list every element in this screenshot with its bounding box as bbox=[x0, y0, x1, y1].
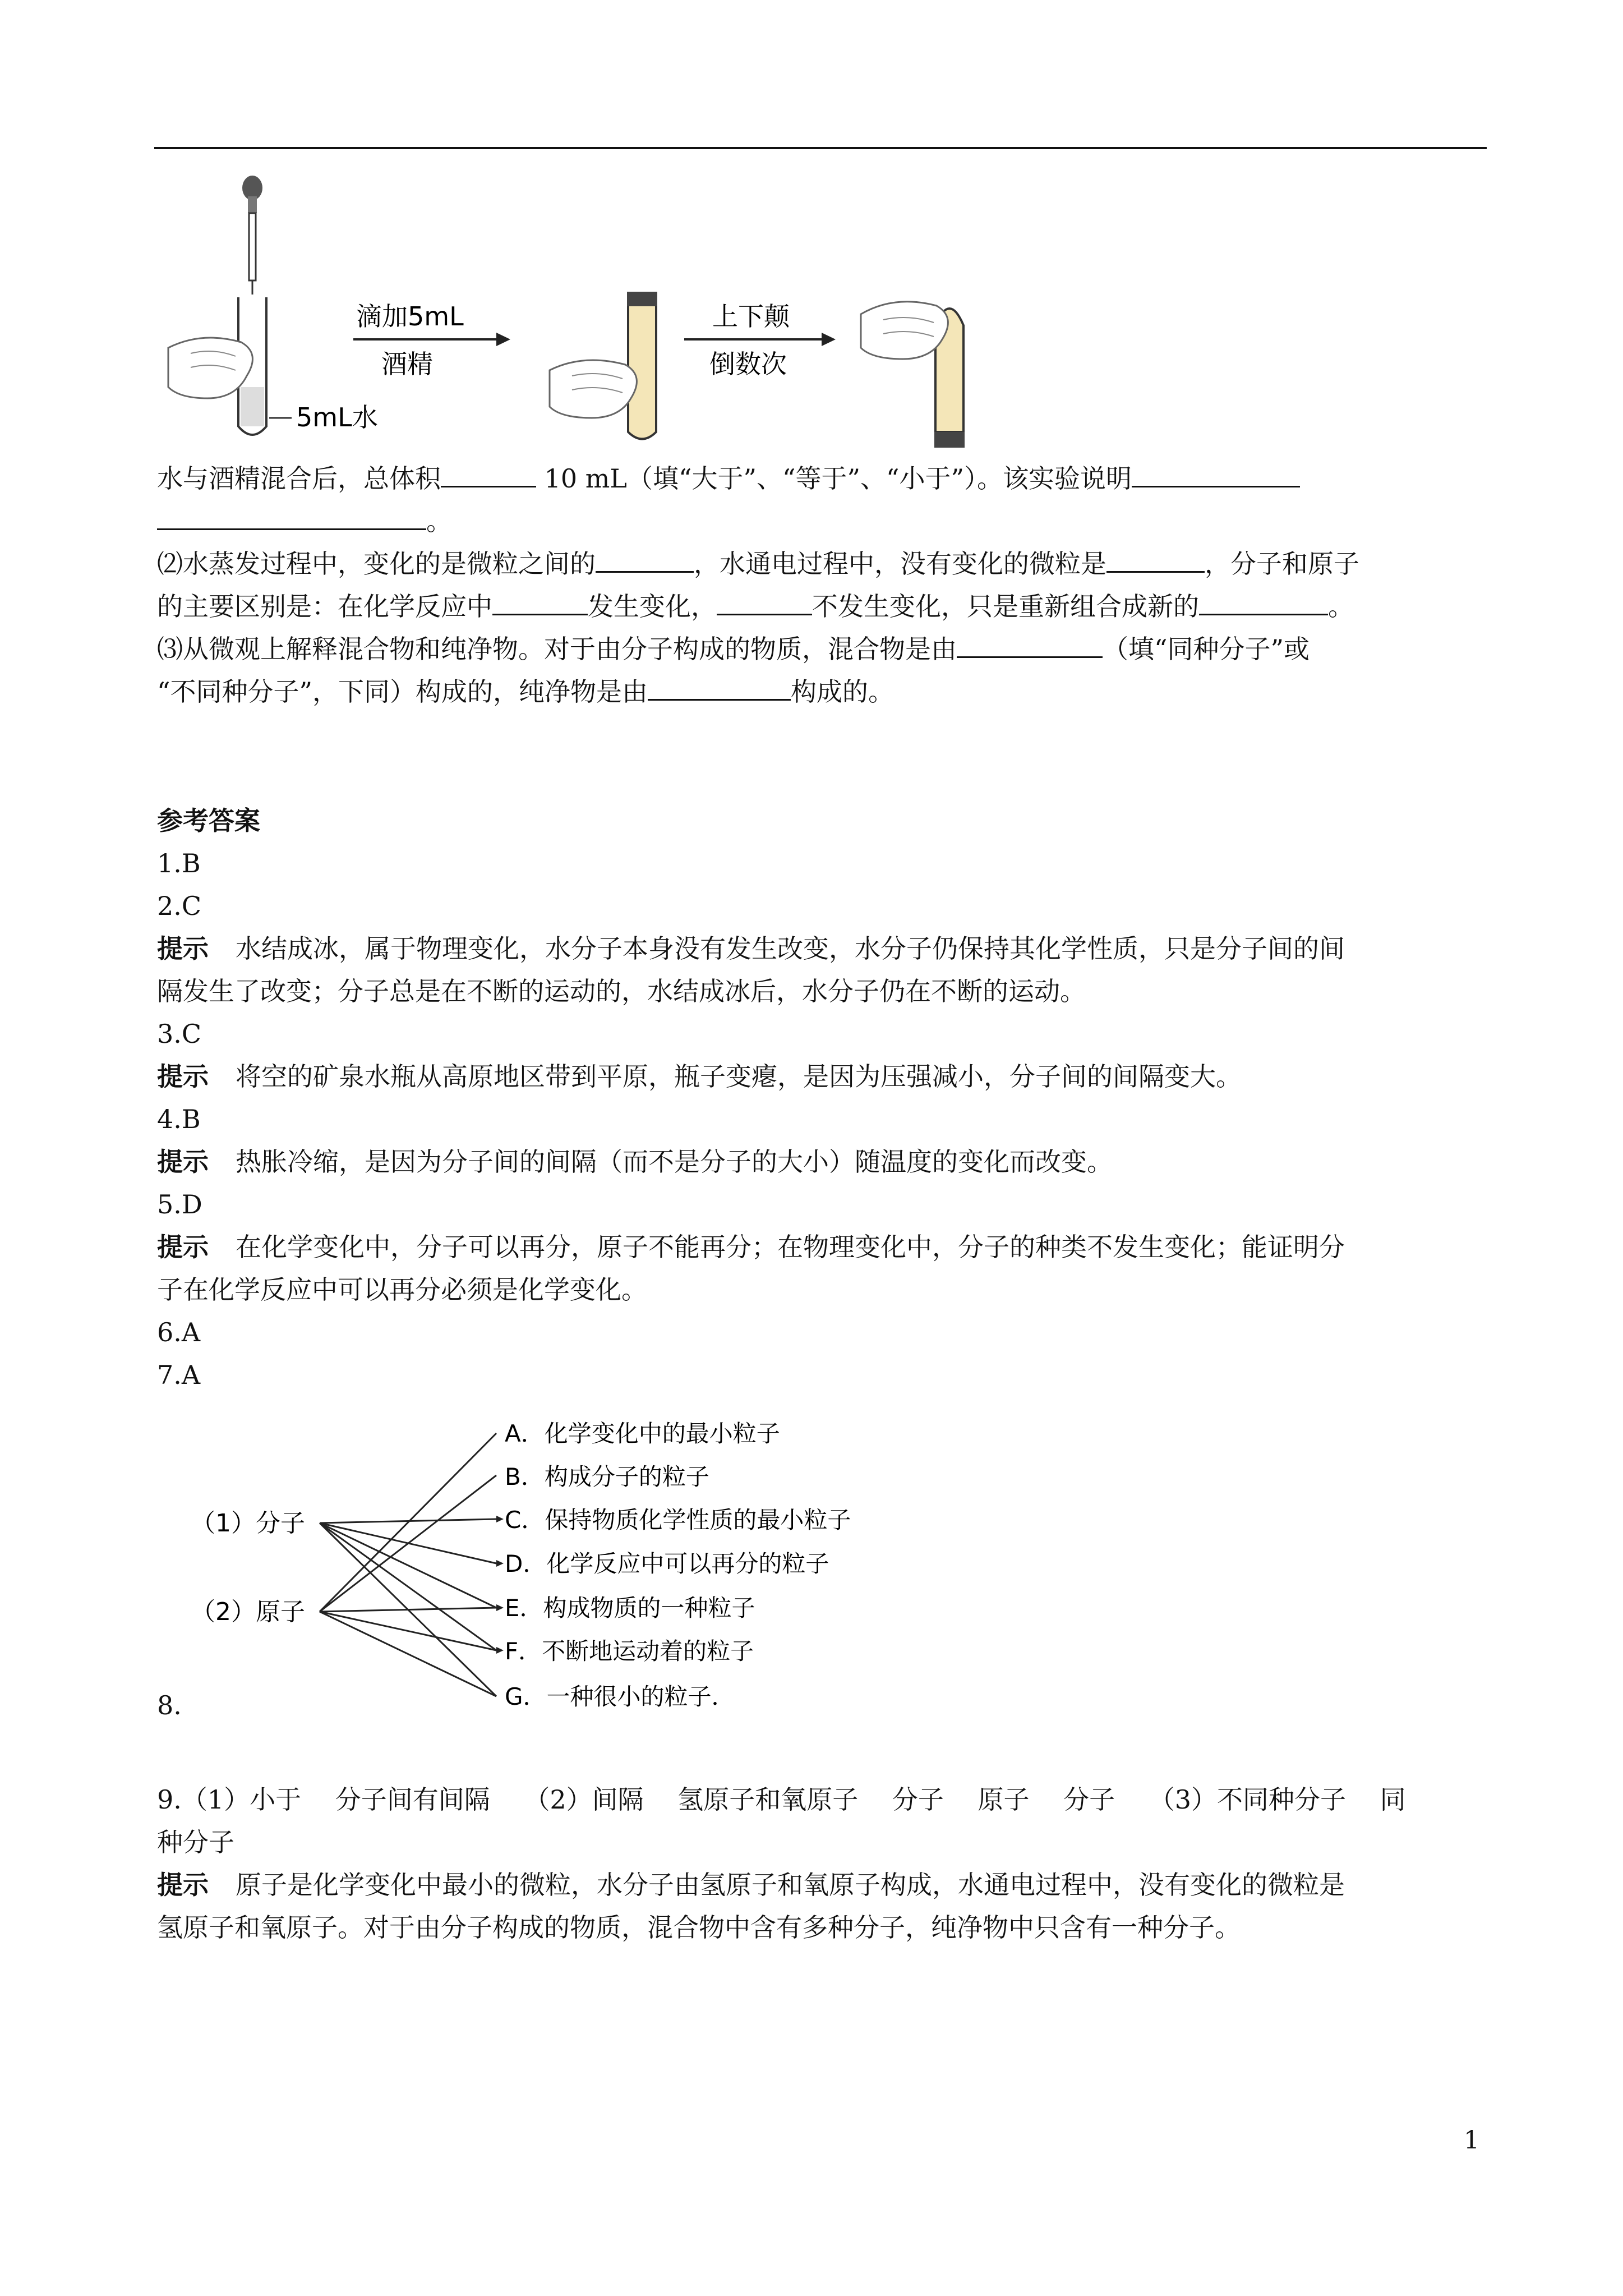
matching-option-b: B．构成分子的粒子 bbox=[505, 1463, 709, 1490]
answer-4: 4.B bbox=[157, 1104, 201, 1134]
header-rule bbox=[154, 147, 1487, 149]
answer-3: 3.C bbox=[157, 1019, 202, 1049]
answer-9-tip-cont: 氢原子和氧原子。对于由分子构成的物质，混合物中含有多种分子，纯净物中只含有一种分子。 bbox=[157, 1912, 1241, 1943]
matching-option-g: G．一种很小的粒子． bbox=[505, 1683, 735, 1710]
answers-title: 参考答案 bbox=[157, 806, 260, 836]
matching-left-molecule: （1）分子 bbox=[191, 1509, 305, 1538]
answer-2-tip-cont: 隔发生了改变；分子总是在不断的运动的，水结成冰后，水分子仍在不断的运动。 bbox=[157, 976, 1086, 1006]
answer-9-tip: 提示 原子是化学变化中最小的微粒，水分子由氢原子和氧原子构成，水通电过程中，没有变化的微粒是 bbox=[157, 1870, 1345, 1900]
matching-diagram bbox=[191, 1408, 920, 1722]
blank-input[interactable] bbox=[717, 588, 812, 615]
arrow2-text-top: 上下颠 bbox=[712, 301, 790, 332]
blank-input[interactable] bbox=[1199, 588, 1328, 615]
dropper-icon bbox=[242, 176, 262, 295]
arrow1-text-bottom: 酒精 bbox=[381, 349, 433, 379]
q1-line2: 。 bbox=[157, 500, 452, 542]
arrow1-text-top: 滴加5mL bbox=[356, 301, 464, 332]
answer-5: 5.D bbox=[157, 1189, 202, 1220]
blank-input[interactable] bbox=[596, 545, 694, 573]
test-tube-mixed-icon bbox=[627, 292, 657, 439]
blank-input[interactable] bbox=[1106, 545, 1205, 573]
label-water: 5mL水 bbox=[296, 402, 378, 432]
page-number: 1 bbox=[1464, 2126, 1479, 2155]
blank-input[interactable] bbox=[957, 631, 1103, 658]
matching-option-e: E．构成物质的一种粒子 bbox=[505, 1594, 755, 1622]
blank-input[interactable] bbox=[441, 460, 536, 487]
arrow2-text-bottom: 倒数次 bbox=[709, 349, 787, 379]
answer-9-cont: 种分子 bbox=[157, 1827, 234, 1857]
answer-3-tip: 提示 将空的矿泉水瓶从高原地区带到平原，瓶子变瘪，是因为压强减小，分子间的间隔变大。 bbox=[157, 1061, 1242, 1092]
answer-4-tip: 提示 热胀冷缩，是因为分子间的间隔（而不是分子的大小）随温度的变化而改变。 bbox=[157, 1147, 1113, 1177]
q2-line2: 的主要区别是：在化学反应中 发生变化， 不发生变化，只是重新组合成新的 。 bbox=[157, 585, 1354, 628]
hand-icon-2 bbox=[550, 360, 637, 418]
blank-input[interactable] bbox=[648, 673, 791, 701]
matching-left-atom: （2）原子 bbox=[191, 1598, 305, 1626]
blank-input[interactable] bbox=[492, 588, 588, 615]
answer-5-tip: 提示 在化学变化中，分子可以再分，原子不能再分；在物理变化中，分子的种类不发生变化；能证明分 bbox=[157, 1232, 1345, 1262]
answer-2: 2.C bbox=[157, 891, 202, 921]
matching-option-c: C．保持物质化学性质的最小粒子 bbox=[505, 1506, 851, 1534]
q2-line1: ⑵水蒸发过程中，变化的是微粒之间的 ，水通电过程中，没有变化的微粒是 ，分子和原子 bbox=[157, 542, 1359, 585]
answer-1: 1.B bbox=[157, 848, 201, 878]
q1-line1: 水与酒精混合后，总体积 10 mL（填“大于”、“等于”、“小于”）。该实验说明 bbox=[157, 457, 1300, 500]
matching-option-d: D．化学反应中可以再分的粒子 bbox=[505, 1550, 829, 1577]
matching-option-a: A．化学变化中的最小粒子 bbox=[505, 1420, 780, 1447]
q3-line2: “不同种分子”，下同）构成的，纯净物是由 构成的。 bbox=[157, 670, 894, 713]
answer-6: 6.A bbox=[157, 1317, 201, 1347]
answer-8: 8. bbox=[157, 1690, 182, 1720]
blank-input[interactable] bbox=[1132, 460, 1300, 487]
q3-line1: ⑶从微观上解释混合物和纯净物。对于由分子构成的物质，混合物是由 （填“同种分子”或 bbox=[157, 628, 1310, 670]
answer-9: 9.（1）小于 分子间有间隔 （2）间隔 氢原子和氧原子 分子 原子 分子 （3）不同种分子 同 bbox=[157, 1784, 1406, 1815]
answer-7: 7.A bbox=[157, 1360, 201, 1390]
experiment-figure bbox=[157, 163, 1009, 454]
answer-2-tip: 提示 水结成冰，属于物理变化，水分子本身没有发生改变，水分子仍保持其化学性质，只是分子间的间 bbox=[157, 933, 1345, 964]
answer-5-tip-cont: 子在化学反应中可以再分必须是化学变化。 bbox=[157, 1274, 647, 1305]
matching-option-f: F．不断地运动着的粒子 bbox=[505, 1637, 754, 1665]
blank-input[interactable] bbox=[157, 503, 426, 530]
